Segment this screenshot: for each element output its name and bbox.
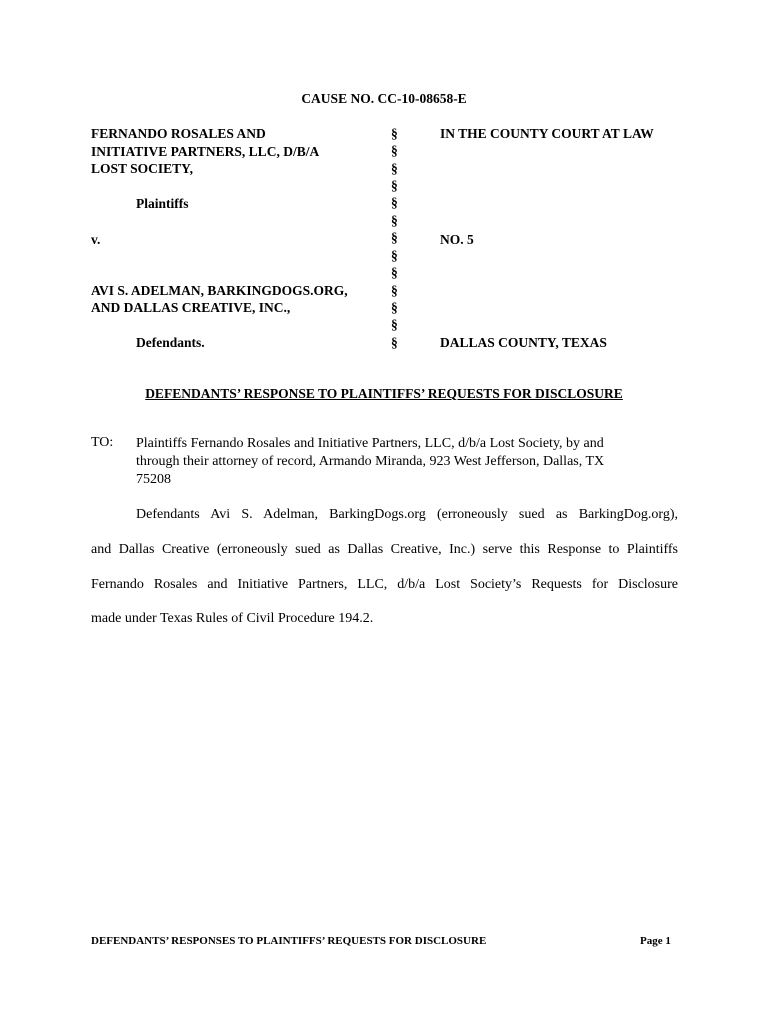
body-line: Defendants Avi S. Adelman, BarkingDogs.org (erroneously sued as BarkingDog.org), xyxy=(136,507,678,522)
section-symbol: § xyxy=(391,126,398,141)
footer-title: DEFENDANTS’ RESPONSES TO PLAINTIFFS’ REQUESTS FOR DISCLOSURE xyxy=(91,935,487,947)
versus-label: v. xyxy=(91,232,101,247)
document-title: DEFENDANTS’ RESPONSE TO PLAINTIFFS’ REQUESTS FOR DISCLOSURE xyxy=(145,386,623,401)
county-state: DALLAS COUNTY, TEXAS xyxy=(440,335,607,350)
section-symbol: § xyxy=(391,265,398,280)
section-symbol: § xyxy=(391,161,398,176)
section-symbol: § xyxy=(391,248,398,263)
plaintiff-name-line-3: LOST SOCIETY, xyxy=(91,161,194,176)
section-symbol: § xyxy=(391,317,398,332)
to-address-block xyxy=(136,435,681,489)
plaintiffs-label: Plaintiffs xyxy=(136,196,189,211)
section-symbol: § xyxy=(391,335,398,350)
section-symbol: § xyxy=(391,230,398,245)
body-line: made under Texas Rules of Civil Procedure 194.2. xyxy=(91,611,374,626)
to-label: TO: xyxy=(91,435,114,450)
court-name: IN THE COUNTY COURT AT LAW xyxy=(440,126,654,141)
section-symbol: § xyxy=(391,213,398,228)
page-number: Page 1 xyxy=(640,935,671,947)
to-address-line: Plaintiffs Fernando Rosales and Initiative Partners, LLC, d/b/a Lost Society, by and xyxy=(136,436,604,451)
section-symbol: § xyxy=(391,143,398,158)
defendants-label: Defendants. xyxy=(136,335,205,350)
to-address-line: through their attorney of record, Armando Miranda, 923 West Jefferson, Dallas, TX xyxy=(136,454,605,469)
plaintiff-name-line-1: FERNANDO ROSALES AND xyxy=(91,126,266,141)
defendant-name-line-1: AVI S. ADELMAN, BARKINGDOGS.ORG, xyxy=(91,283,348,298)
section-symbol: § xyxy=(391,283,398,298)
to-address-line: 75208 xyxy=(136,472,171,487)
section-symbol: § xyxy=(391,178,398,193)
section-symbol: § xyxy=(391,195,398,210)
body-line: Fernando Rosales and Initiative Partners, LLC, d/b/a Lost Society’s Requests for Disclosure xyxy=(91,577,678,592)
defendant-name-line-2: AND DALLAS CREATIVE, INC., xyxy=(91,300,291,315)
body-line: and Dallas Creative (erroneously sued as Dallas Creative, Inc.) serve this Response to Plaintiffs xyxy=(91,542,678,557)
cause-number: CAUSE NO. CC-10-08658-E xyxy=(301,91,467,106)
court-number: NO. 5 xyxy=(440,232,474,247)
plaintiff-name-line-2: INITIATIVE PARTNERS, LLC, D/B/A xyxy=(91,144,320,159)
section-symbol: § xyxy=(391,300,398,315)
